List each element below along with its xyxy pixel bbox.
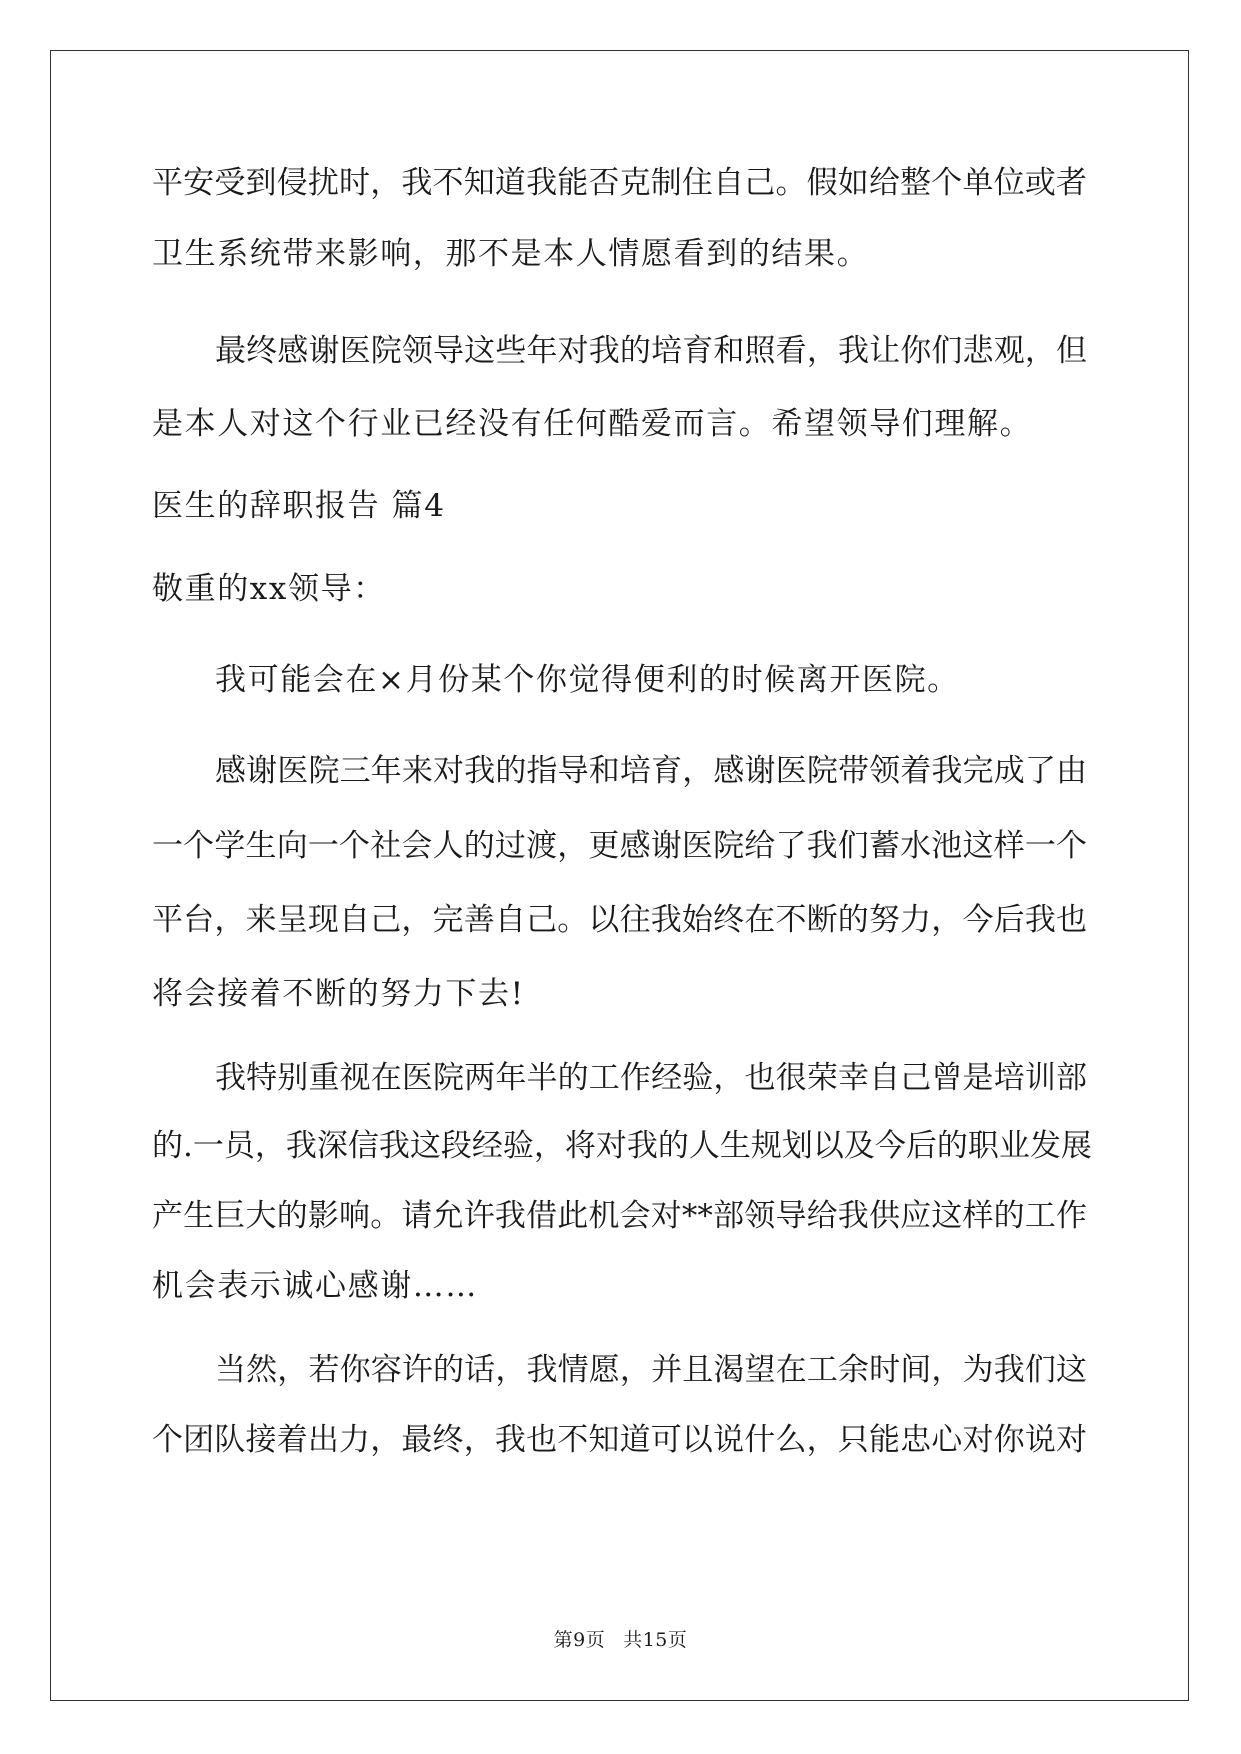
text-line: 我特别重视在医院两年半的工作经验，也很荣幸自己曾是培训部 — [215, 1060, 1087, 1096]
text-line: 感谢医院三年来对我的指导和培育，感谢医院带领着我完成了由 — [215, 753, 1087, 789]
text-line: 一个学生向一个社会人的过渡，更感谢医院给了我们蓄水池这样一个 — [152, 828, 1087, 864]
page-total: 共15页 — [623, 1629, 688, 1651]
text-line: 卫生系统带来影响，那不是本人情愿看到的结果。 — [152, 236, 870, 272]
text-line: 将会接着不断的努力下去! — [152, 976, 525, 1012]
text-line: 的.一员，我深信我这段经验，将对我的人生规划以及今后的职业发展 — [152, 1128, 1092, 1164]
text-line: 我可能会在×月份某个你觉得便利的时候离开医院。 — [215, 662, 960, 698]
text-line: 机会表示诚心感谢…… — [152, 1268, 478, 1304]
text-line: 当然，若你容许的话，我情愿，并且渴望在工余时间，为我们这 — [215, 1352, 1087, 1388]
text-line: 个团队接着出力，最终，我也不知道可以说什么，只能忠心对你说对 — [152, 1422, 1087, 1458]
text-line: 最终感谢医院领导这些年对我的培育和照看，我让你们悲观，但 — [215, 333, 1087, 369]
text-line: 是本人对这个行业已经没有任何酷爱而言。希望领导们理解。 — [152, 406, 1033, 442]
text-line: 产生巨大的影响。请允许我借此机会对**部领导给我供应这样的工作 — [152, 1198, 1087, 1234]
page-footer — [0, 1625, 1241, 1652]
page-number: 第9页 — [553, 1629, 606, 1651]
section-heading: 医生的辞职报告 篇4 — [152, 488, 446, 524]
text-line: 平台，来呈现自己，完善自己。以往我始终在不断的努力，今后我也 — [152, 902, 1087, 938]
salutation: 敬重的xx领导： — [152, 571, 386, 607]
text-line: 平安受到侵扰时，我不知道我能否克制住自己。假如给整个单位或者 — [152, 165, 1087, 201]
